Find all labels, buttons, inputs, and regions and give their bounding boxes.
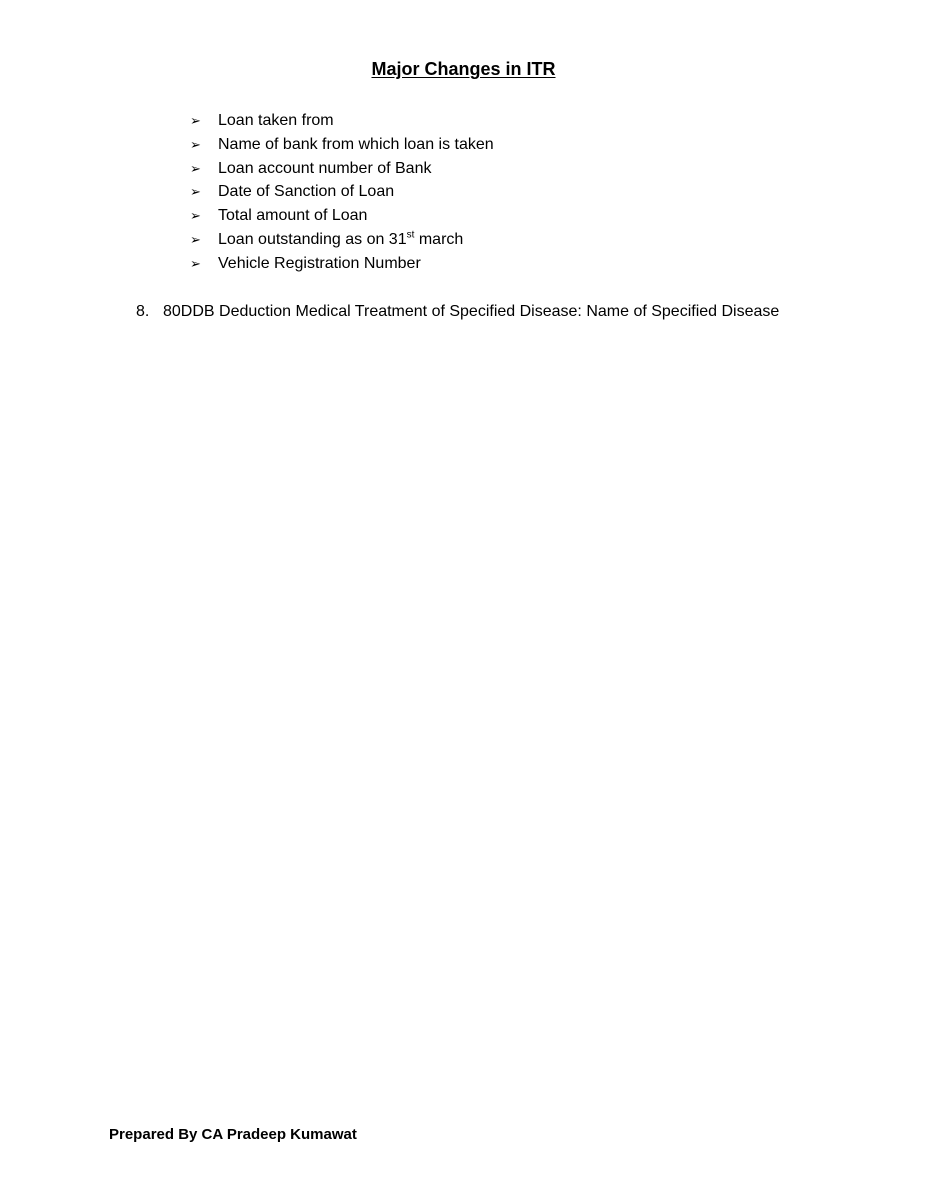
- arrow-bullet-icon: ➢: [190, 208, 201, 224]
- list-item: [190, 157, 494, 181]
- list-item: [190, 180, 494, 204]
- arrow-bullet-icon: ➢: [190, 231, 201, 247]
- page-title: Major Changes in ITR: [371, 59, 556, 79]
- list-item: [190, 228, 494, 252]
- ordinal-suffix: st: [406, 229, 415, 241]
- arrow-bullet-icon: ➢: [190, 184, 201, 200]
- list-item-text: Vehicle Registration Number: [218, 254, 421, 272]
- arrow-bullet-icon: ➢: [190, 136, 201, 152]
- item-number: 8.: [136, 303, 150, 320]
- arrow-bullet-icon: ➢: [190, 113, 201, 128]
- footer-credit: Prepared By CA Pradeep Kumawat: [109, 1126, 357, 1143]
- list-item-text: Loan taken from: [218, 112, 334, 129]
- loan-details-list: [190, 109, 494, 276]
- item-text: 80DDB Deduction Medical Treatment of Specified Disease: Name of Specified Disease: [163, 303, 780, 320]
- arrow-bullet-icon: ➢: [190, 160, 201, 176]
- list-item: [190, 109, 494, 133]
- numbered-item: [136, 300, 779, 324]
- list-item-text: Date of Sanction of Loan: [218, 183, 395, 201]
- arrow-bullet-icon: ➢: [190, 255, 201, 271]
- list-item: [190, 133, 494, 157]
- list-item-text: Loan account number of Bank: [218, 159, 432, 177]
- list-item-text: Name of bank from which loan is taken: [218, 135, 494, 153]
- list-item-text-main: Loan outstanding as on 31: [218, 230, 407, 248]
- list-item: [190, 204, 494, 228]
- list-item-text-suffix: march: [414, 230, 464, 248]
- list-item: [190, 252, 494, 276]
- list-item-text: Total amount of Loan: [218, 207, 368, 225]
- list-item-text: [218, 228, 463, 252]
